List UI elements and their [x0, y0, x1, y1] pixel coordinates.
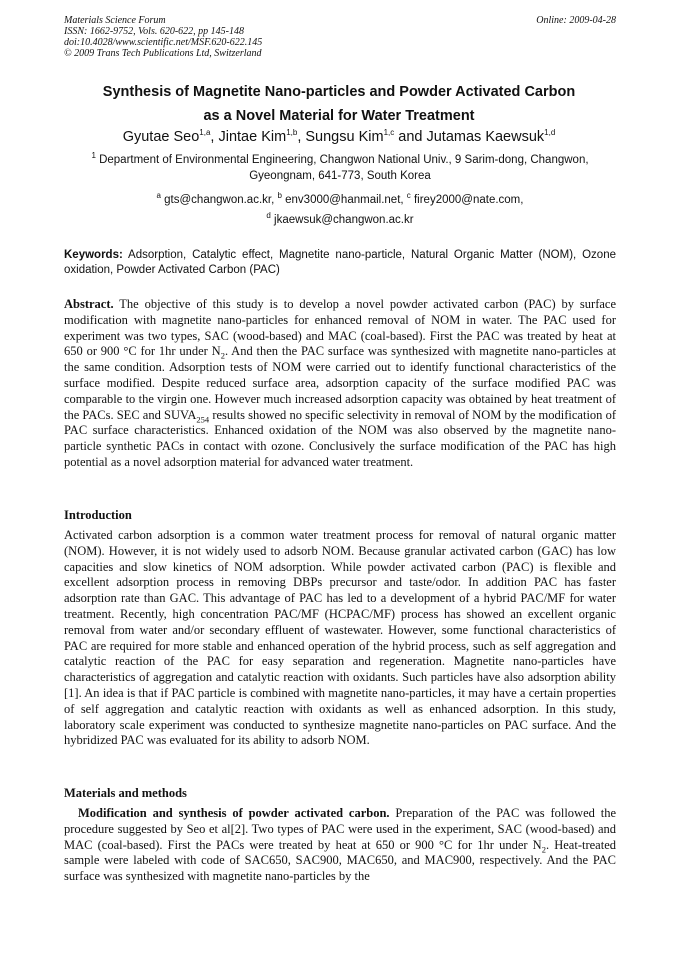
author-separator: and	[394, 129, 427, 145]
paper-title	[40, 80, 638, 128]
author-affil-mark: 1,d	[544, 128, 556, 138]
author-name: Jutamas Kaewsuk	[426, 129, 545, 145]
email-link[interactable]: env3000@hanmail.net,	[281, 194, 407, 206]
author-separator: ,	[297, 129, 306, 145]
email-mark: a	[156, 191, 161, 201]
email-line-1	[64, 190, 616, 210]
email-mark: c	[406, 191, 411, 201]
affiliation-text: Department of Environmental Engineering, Changwon National Univ., 9 Sarim-dong, Changwon, Gyeongnam, 641-773, South Korea	[95, 154, 589, 182]
author-name: Sungsu Kim	[305, 129, 384, 145]
email-mark: d	[266, 211, 271, 221]
keywords-label: Keywords:	[64, 249, 123, 261]
abstract	[64, 297, 616, 471]
author-separator: ,	[210, 129, 219, 145]
abstract-subscript: 2	[220, 350, 225, 361]
email-mark: b	[277, 191, 282, 201]
author-name: Gyutae Seo	[122, 129, 200, 145]
affiliation	[64, 152, 616, 184]
title-line-1: Synthesis of Magnetite Nano-particles and Powder Activated Carbon	[102, 84, 576, 100]
introduction-text: Activated carbon adsorption is a common water treatment process for removal of natural organic matter (NOM). However, it is not widely used to adsorb NOM. Because granular activated carbon (GAC) has low capacities and slow kinetics of NOM adsorption. While powder activated carbon (PAC) is flexible and excellent adsorption process in removing DBPs precursor and taste/odor. In addition PAC has faster adsorption rate than GAC. This advantage of PAC has led to a development of a hybrid PAC/MF for water treatment. Recently, high concentration PAC/MF (HCPAC/MF) process has showed an excellent organic removal from water and/or secondary effluent of wastewater. However, some functional characteristics of PAC are required for more stable and enhanced operation of the hybrid process, such as self aggregation and catalytic reaction of the PAC for easy separation and regeneration. Magnetite nano-particles have characteristics of aggregation and catalytic reaction with oxidants. Such particles have also adsorption ability [1]. An idea is that if PAC particle is combined with magnetite nano-particles, it may have a certain properties of self aggregation and catalytic reaction with oxidants as well as enhanced adsorption. In this study, laboratory scale experiment was conducted to synthesize magnetite nano-particles on PAC surface. And the hybridized PAC was evaluated for its ability to adsorb NOM.	[64, 528, 616, 748]
abstract-text-2: . And then the PAC surface was synthesized with magnetite nano-particles at the same condition. Adsorption tests of NOM were carried out to identify functional characteristics of the surface modified. Despite reduced surface area, adsorption capacity of the surface modified PAC was comparable to the virgin one. However much increased adsorption capacity was obtained by heat treatment of the PACs. SEC and SUVA	[64, 344, 616, 422]
online-date: Online: 2009-04-28	[536, 15, 616, 26]
email-link[interactable]: gts@changwon.ac.kr,	[160, 194, 278, 206]
journal-header	[64, 15, 616, 59]
methods-subscript: 2	[541, 844, 546, 855]
author-emails	[64, 190, 616, 230]
abstract-label: Abstract.	[64, 297, 114, 311]
methods-text-1: Preparation of the PAC was followed the procedure suggested by Seo et al[2]. Two types of PAC were used in the experiment, SAC (wood-based) and MAC (coal-based). First the PACs were treated by heat at 650 or 900 °C for 1hr under N	[64, 806, 616, 852]
title-line-2: as a Novel Material for Water Treatment	[203, 108, 475, 124]
author-name: Jintae Kim	[218, 129, 287, 145]
methods-subheading: Modification and synthesis of powder activated carbon.	[78, 806, 390, 820]
abstract-subscript: 254	[196, 414, 210, 425]
journal-name: Materials Science Forum	[64, 15, 166, 26]
author-list	[40, 127, 638, 147]
journal-copyright: © 2009 Trans Tech Publications Ltd, Switzerland	[64, 48, 262, 59]
methods-text	[64, 806, 616, 885]
abstract-text-3: results showed no specific selectivity in removal of NOM by the modification of PAC surface characteristics. Enhanced oxidation of the NOM was also observed by the magnetite nano-particle synthetic PACs in contact with ozone. Conclusively the surface modification of the PAC has high potential as a novel adsorption material for advanced water treatment.	[64, 407, 616, 469]
author-affil-mark: 1,a	[199, 128, 211, 138]
keywords	[64, 248, 616, 277]
methods-heading: Materials and methods	[64, 786, 187, 800]
keywords-text: Adsorption, Catalytic effect, Magnetite nano-particle, Natural Organic Matter (NOM), Ozone oxidation, Powder Activated Carbon (PAC)	[64, 249, 616, 276]
affiliation-mark: 1	[91, 151, 96, 161]
author-affil-mark: 1,b	[286, 128, 298, 138]
author-affil-mark: 1,c	[383, 128, 395, 138]
email-link[interactable]: jkaewsuk@changwon.ac.kr	[270, 214, 414, 226]
abstract-text-1: The objective of this study is to develop a novel powder activated carbon (PAC) by surface modification with magnetite nano-particles for enhanced removal of NOM in water. The PAC used for experiment was two types, SAC (wood-based) and MAC (coal-based). First the PAC was treated by heat at 650 or 900 °C for 1hr under N	[64, 297, 616, 359]
introduction-heading: Introduction	[64, 508, 132, 522]
email-link[interactable]: firey2000@nate.com,	[410, 194, 524, 206]
email-line-2	[64, 210, 616, 230]
methods-text-2: . Heat-treated sample were labeled with code of SAC650, SAC900, MAC650, and MAC900, respectively. And the PAC surface was synthesized with magnetite nano-particles by the	[64, 837, 616, 884]
journal-issn: ISSN: 1662-9752, Vols. 620-622, pp 145-148	[64, 26, 244, 37]
journal-doi: doi:10.4028/www.scientific.net/MSF.620-622.145	[64, 37, 263, 48]
